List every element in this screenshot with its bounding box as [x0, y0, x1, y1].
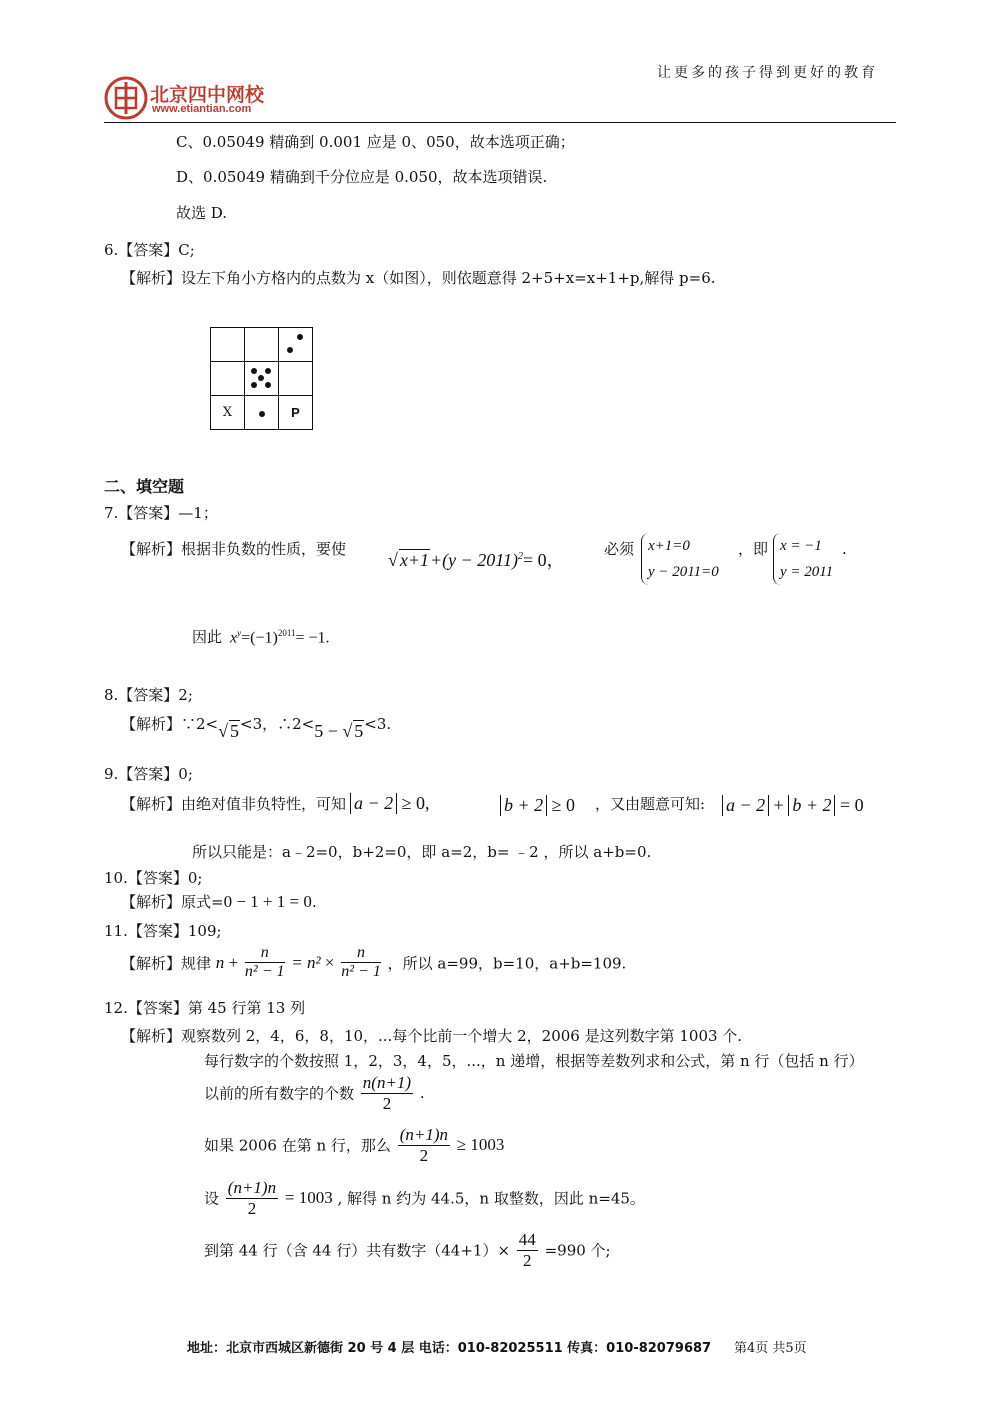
q7-comma: ， — [546, 550, 565, 570]
grid-cell-one-dot — [245, 396, 279, 430]
q12-l5-mid: = 1003 — [284, 1188, 333, 1208]
q11-den2: n² − 1 — [341, 963, 381, 981]
dot — [265, 368, 271, 374]
q8-sqrt5b: 5 — [354, 721, 364, 741]
grid-cell-two-dots — [279, 328, 313, 362]
logo-text: 北京四中网校 — [150, 84, 265, 106]
q12-f1-den: 2 — [382, 1093, 392, 1113]
school-logo — [104, 76, 148, 120]
q12-l3-text: 以前的所有数字的个数 — [204, 1084, 355, 1103]
q12-frac4 — [517, 1230, 538, 1270]
q8-sqrt5: 5 — [230, 721, 240, 741]
q11-answer: 11.【答案】109; — [104, 922, 222, 940]
q11-plus: + — [228, 952, 239, 972]
q10-answer: 10.【答案】0; — [104, 869, 203, 887]
q12-l5-end: , 解得 n 约为 44.5，n 取整数，因此 n=45。 — [337, 1189, 645, 1208]
q7-analysis — [121, 532, 346, 592]
q7-system-1 — [641, 533, 719, 585]
q11-label: 【解析】规律 — [121, 954, 212, 973]
q12-f3-num: (n+1)n — [227, 1178, 277, 1197]
q12-frac1 — [361, 1073, 413, 1113]
q8-analysis: 【解析】∵2<√ 5<3，∴2<5 − √ 5<3. — [121, 715, 392, 741]
q12-l4-end: ≥ 1003 — [456, 1135, 505, 1155]
q12-line1: 【解析】观察数列 2，4，6，8，10，...每个比前一个增大 2，2006 是这列数字第 1003 个. — [121, 1027, 743, 1045]
q11-analysis — [121, 944, 626, 982]
q12-f4-num: 44 — [518, 1230, 536, 1249]
q7-ji: ，即 — [738, 540, 769, 558]
q7-system-2 — [773, 533, 833, 585]
q7-res-x: x — [230, 629, 238, 647]
q8-end: <3. — [364, 715, 392, 733]
q12-frac2 — [398, 1125, 450, 1165]
q9-ge1: ≥ 0, — [401, 793, 430, 813]
grid-cell — [279, 362, 313, 396]
q7-equation: √ $x+1+(y - 2011)^2= 0$， — [388, 550, 565, 570]
q9-abs2: b + 2 — [500, 795, 547, 816]
logo-emblem-icon — [104, 76, 148, 120]
q7-term: +(y − 2011) — [430, 550, 518, 570]
q9-equation — [722, 795, 864, 816]
q9-abs1: a − 2 — [350, 793, 397, 814]
q12-l3-end: . — [419, 1084, 425, 1103]
q11-times: × — [324, 952, 335, 972]
dot-grid-figure — [210, 327, 313, 430]
q8-five: 5 − — [314, 721, 338, 741]
q7-analysis-label: 【解析】根据非负数的性质，要使 — [121, 540, 347, 558]
q9-plus: + — [773, 795, 784, 815]
dot — [258, 375, 264, 381]
section-title: 二、填空题 — [104, 479, 185, 496]
dot — [287, 347, 293, 353]
q12-f2-den: 2 — [419, 1145, 429, 1165]
q7-res-dot: . — [325, 629, 330, 647]
q7-answer: 7.【答案】—1； — [104, 504, 218, 522]
logo-url: www.etiantian.com — [152, 103, 252, 115]
q12-l6-text: 到第 44 行（含 44 行）共有数字（44+1）× — [204, 1241, 511, 1260]
q9-ge2: ≥ 0 — [551, 795, 576, 815]
footer-address: 地址：北京市西城区新德街 20 号 4 层 电话：010-82025511 传真：010-82079687 — [187, 1341, 712, 1356]
dot — [259, 411, 265, 417]
q11-frac1 — [245, 944, 285, 982]
q7-res-mid: =(−1) — [241, 629, 278, 647]
q12-line3 — [204, 1073, 425, 1113]
dot — [251, 382, 257, 388]
q5-option-c: C、0.05049 精确到 0.001 应是 0、050，故本选项正确； — [176, 133, 575, 151]
q12-l4-text: 如果 2006 在第 n 行，那么 — [204, 1136, 391, 1155]
q11-den1: n² − 1 — [244, 963, 285, 981]
q5-selection: 故选 D. — [176, 204, 228, 222]
q11-num1: n — [245, 944, 285, 963]
q12-f4-den: 2 — [523, 1250, 532, 1270]
q12-line5 — [204, 1178, 645, 1218]
q11-end: ，所以 a=99，b=10，a+b=109. — [387, 954, 627, 973]
q7-res-y: y — [237, 628, 242, 638]
q9-analysis — [121, 793, 430, 814]
q11-n: n — [215, 952, 225, 972]
dot — [265, 382, 271, 388]
grid-cell — [245, 328, 279, 362]
q7-sys1-line2: y − 2011=0 — [648, 564, 719, 580]
header-slogan: 让更多的孩子得到更好的教育 — [657, 65, 878, 81]
q9-mid: ，又由题意可知: — [595, 795, 706, 813]
q7-sys2-line1: x = −1 — [780, 538, 822, 554]
dot — [251, 368, 257, 374]
q9-label: 【解析】由绝对值非负特性，可知 — [121, 795, 347, 813]
q9-line2: 所以只能是：a﹣2=0，b+2=0，即 a=2，b= ﹣2 ，所以 a+b=0. — [192, 843, 652, 861]
dot — [297, 334, 303, 340]
q7-sys1-line1: x+1=0 — [648, 538, 690, 554]
q10-dot: . — [311, 893, 317, 911]
grid-cell-x — [211, 396, 245, 430]
q9-answer: 9.【答案】0; — [104, 765, 193, 783]
q10-expr: 0 − 1 + 1 = 0 — [223, 892, 312, 911]
q10-label: 【解析】原式= — [121, 893, 224, 911]
q12-line4 — [204, 1125, 504, 1165]
grid-cell — [211, 328, 245, 362]
q9-abs3: a − 2 — [722, 795, 769, 816]
q8-answer: 8.【答案】2; — [104, 686, 193, 704]
grid-label-p: P — [291, 404, 300, 420]
q12-f3-den: 2 — [247, 1198, 257, 1218]
q11-frac2 — [341, 944, 381, 982]
q7-res-exp: 2011 — [277, 628, 296, 638]
q7-exp: 2 — [517, 551, 523, 562]
grid-label-x: X — [222, 405, 233, 420]
grid-cell — [211, 362, 245, 396]
q12-answer: 12.【答案】第 45 行第 13 列 — [104, 999, 306, 1017]
q11-num2: n — [341, 944, 381, 963]
header-rule — [104, 122, 896, 123]
q7-eq: = 0 — [522, 550, 547, 570]
q12-line6 — [204, 1230, 611, 1270]
q7-res-end: = −1 — [295, 629, 326, 647]
q12-f2-num: (n+1)n — [399, 1125, 448, 1144]
q7-dot: . — [842, 540, 847, 558]
q8-mid: <3，∴2< — [240, 715, 315, 733]
q7-need: 必须 — [604, 540, 635, 558]
q8-label: 【解析】∵2< — [121, 715, 219, 733]
q12-frac3 — [226, 1178, 278, 1218]
grid-cell-p — [279, 396, 313, 430]
q12-f1-num: n(n+1) — [362, 1073, 412, 1092]
q12-l6-end: =990 个; — [544, 1241, 611, 1260]
q12-line2: 每行数字的个数按照 1，2，3，4，5，...，n 递增，根据等差数列求和公式，第 n 行（包括 n 行） — [204, 1052, 864, 1070]
q5-option-d: D、0.05049 精确到千分位应是 0.050，故本选项错误. — [176, 168, 548, 186]
q6-analysis: 【解析】设左下角小方格内的点数为 x（如图），则依题意得 2+5+x=x+1+p,解得 p=6. — [121, 269, 716, 287]
q6-answer: 6.【答案】C; — [104, 241, 195, 259]
q7-sys2-line2: y = 2011 — [780, 564, 834, 580]
q9-abs4: b + 2 — [788, 795, 835, 816]
q12-l5-she: 设 — [204, 1189, 220, 1208]
q11-eq: = n² — [291, 952, 321, 972]
footer-page-number: 第4页 共5页 — [734, 1341, 807, 1356]
q7-sqrt: x+1 — [399, 550, 430, 570]
q9-abs2-group — [500, 795, 575, 816]
grid-cell-five-dots — [245, 362, 279, 396]
q7-result — [230, 628, 330, 647]
q10-analysis — [121, 891, 317, 912]
q7-therefore: 因此 — [192, 628, 223, 646]
q9-eq0: = 0 — [839, 795, 864, 815]
